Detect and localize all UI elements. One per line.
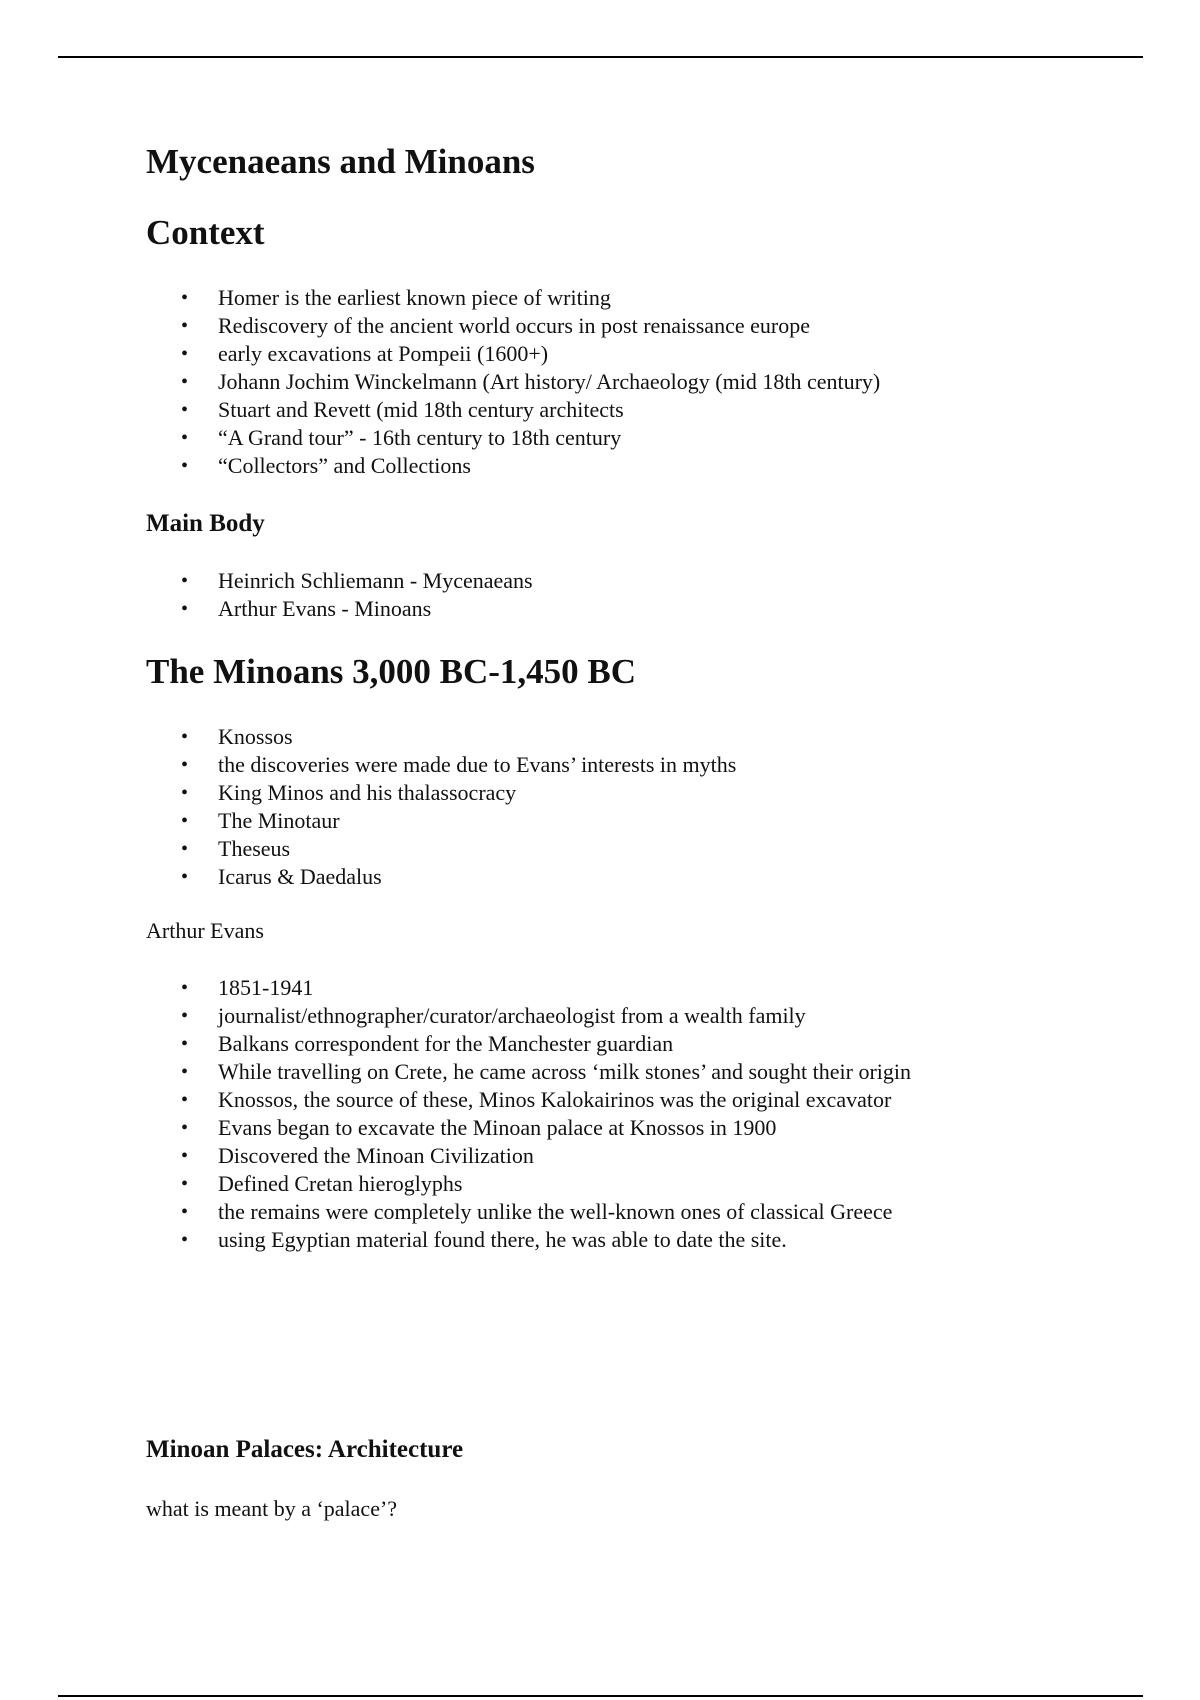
context-list [146,284,880,480]
list-item: • “A Grand tour” - 16th century to 18th century [146,424,880,452]
list-item: • the remains were completely unlike the well-known ones of classical Greece [146,1198,911,1226]
minoans-heading: The Minoans 3,000 BC-1,450 BC [146,652,637,691]
arthur-evans-list [146,974,911,1254]
list-item: • The Minotaur [146,807,736,835]
main-body-heading: Main Body [146,510,265,537]
context-heading: Context [146,213,265,252]
list-item: • Rediscovery of the ancient world occurs in post renaissance europe [146,312,880,340]
top-rule [58,56,1143,58]
bottom-rule [58,1695,1143,1697]
minoans-list [146,723,736,891]
list-item: • Johann Jochim Winckelmann (Art history/ Archaeology (mid 18th century) [146,368,880,396]
list-item: • using Egyptian material found there, he was able to date the site. [146,1226,911,1254]
palaces-heading: Minoan Palaces: Architecture [146,1436,464,1463]
list-item: • Balkans correspondent for the Manchester guardian [146,1030,911,1058]
list-item: • Theseus [146,835,736,863]
list-item: • Icarus & Daedalus [146,863,736,891]
list-item: • journalist/ethnographer/curator/archaeologist from a wealth family [146,1002,911,1030]
document-title: Mycenaeans and Minoans [146,142,535,181]
list-item: • Knossos, the source of these, Minos Kalokairinos was the original excavator [146,1086,911,1114]
list-item: • the discoveries were made due to Evans’ interests in myths [146,751,736,779]
list-item: • Evans began to excavate the Minoan palace at Knossos in 1900 [146,1114,911,1142]
list-item: • Discovered the Minoan Civilization [146,1142,911,1170]
list-item: • While travelling on Crete, he came across ‘milk stones’ and sought their origin [146,1058,911,1086]
list-item: • Arthur Evans - Minoans [146,595,533,623]
arthur-evans-label: Arthur Evans [146,918,264,943]
list-item: • “Collectors” and Collections [146,452,880,480]
list-item: • early excavations at Pompeii (1600+) [146,340,880,368]
list-item: • King Minos and his thalassocracy [146,779,736,807]
list-item: • Defined Cretan hieroglyphs [146,1170,911,1198]
list-item: • Knossos [146,723,736,751]
list-item: • Heinrich Schliemann - Mycenaeans [146,567,533,595]
palaces-question: what is meant by a ‘palace’? [146,1496,398,1521]
list-item: • 1851-1941 [146,974,911,1002]
main-body-list [146,567,533,623]
list-item: • Homer is the earliest known piece of writing [146,284,880,312]
list-item: • Stuart and Revett (mid 18th century architects [146,396,880,424]
